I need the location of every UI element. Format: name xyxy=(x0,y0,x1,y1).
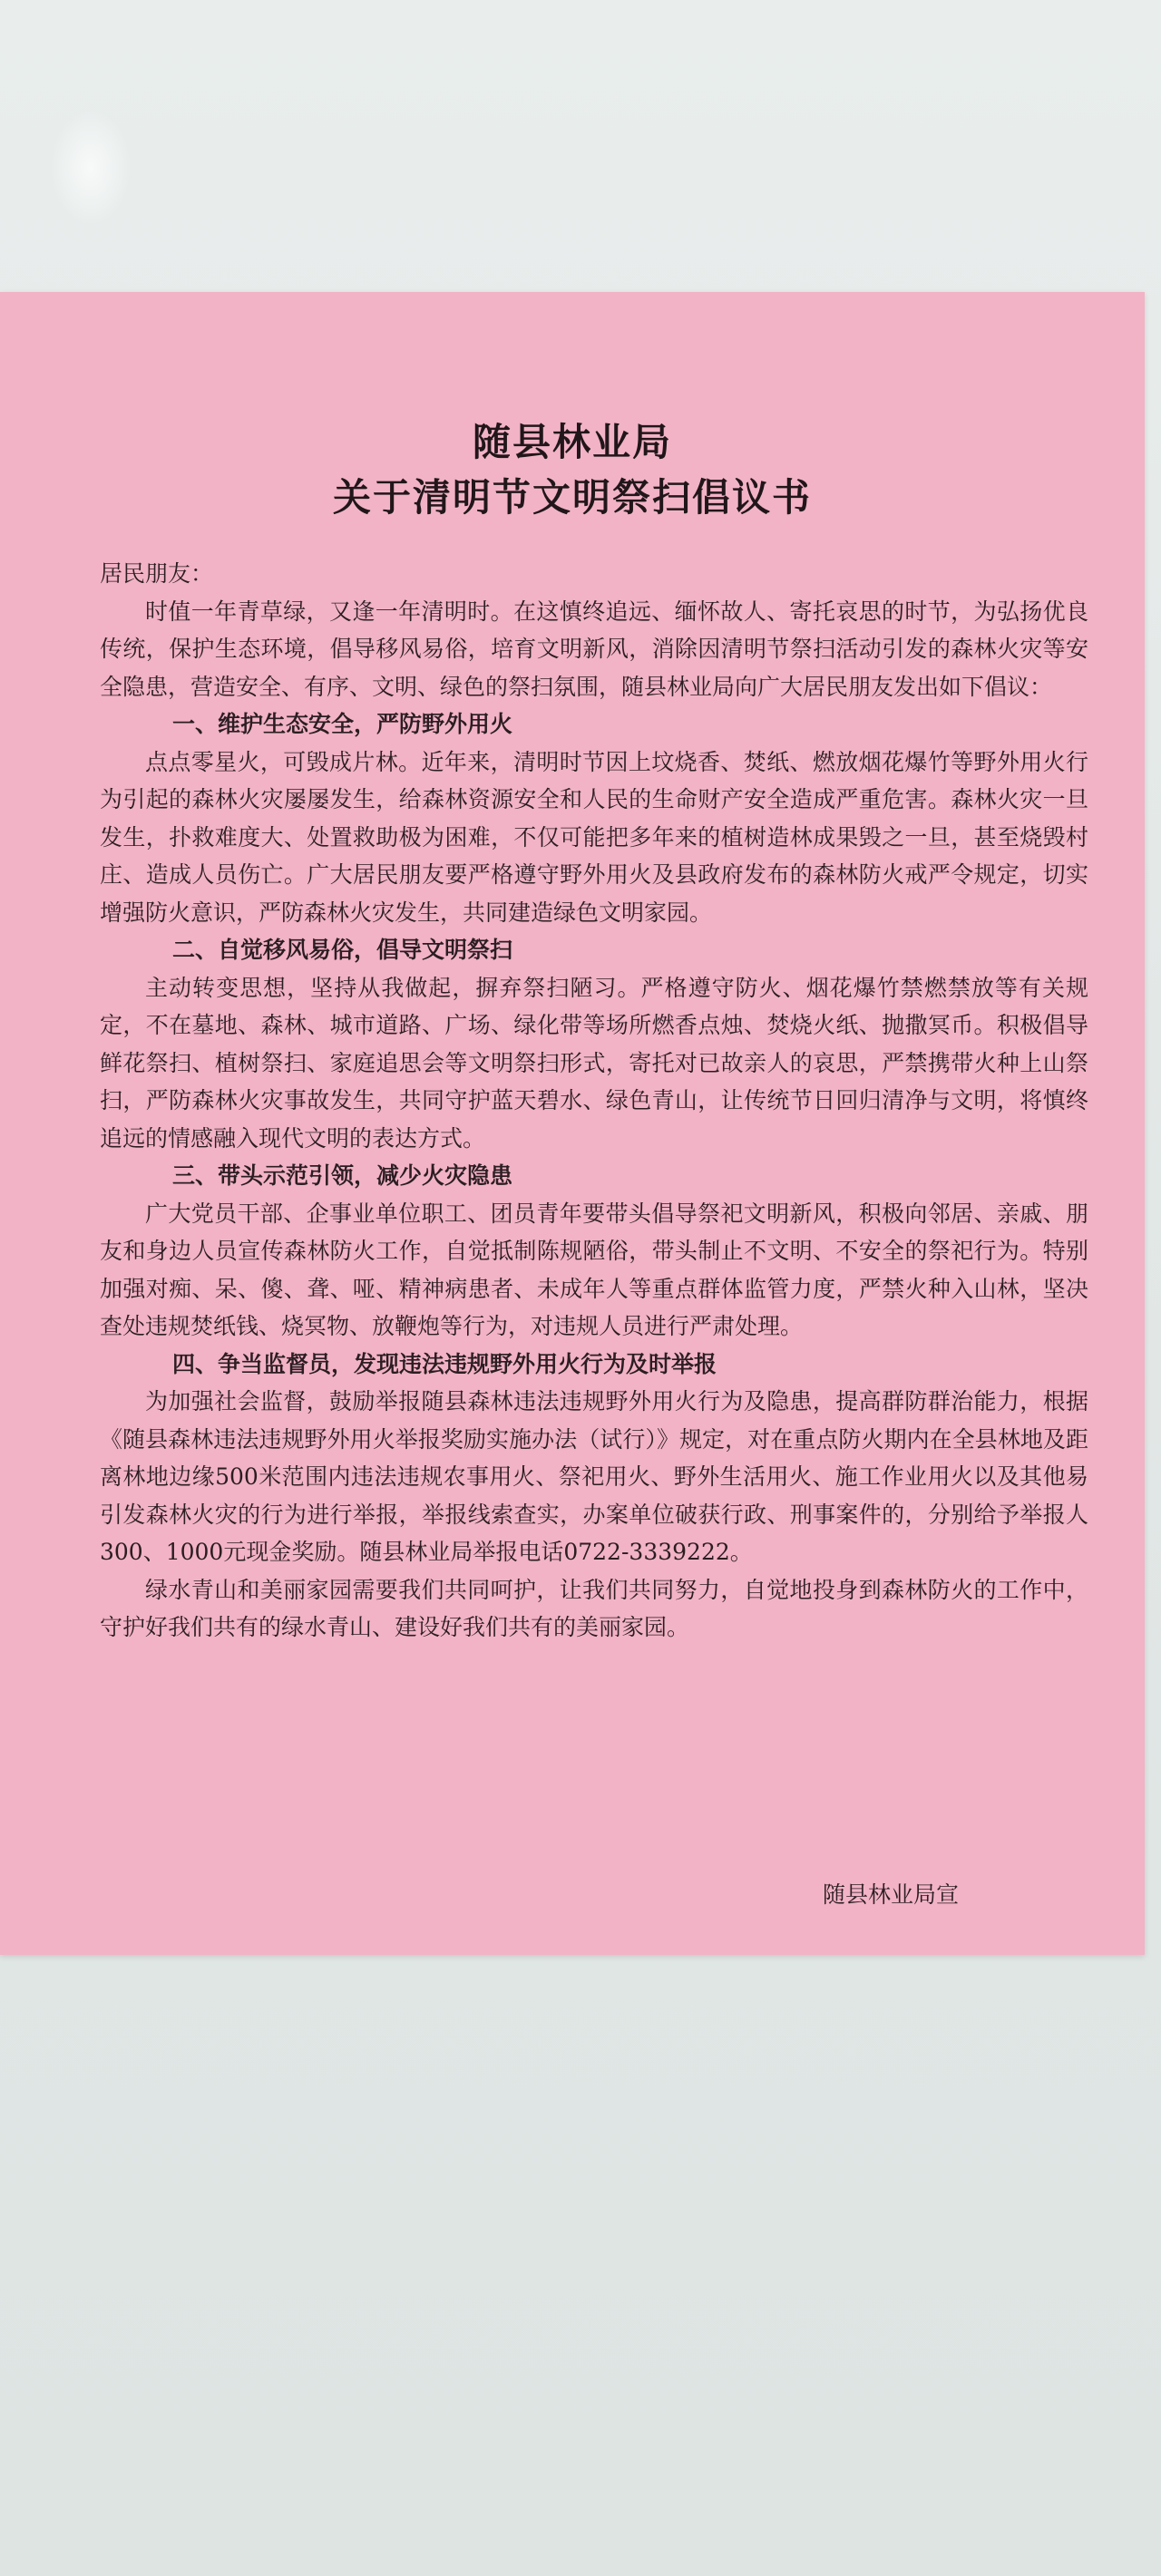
wall-smudge xyxy=(50,109,132,227)
section3-heading: 三、带头示范引领，减少火灾隐患 xyxy=(172,1162,513,1189)
section4-heading: 四、争当监督员，发现违法违规野外用火行为及时举报 xyxy=(172,1350,717,1377)
intro-paragraph: 时值一年青草绿，又逢一年清明时。在这慎终追远、缅怀故人、寄托哀思的时节，为弘扬优良传统，保护生态环境，倡导移风易俗，培育文明新风，消除因清明节祭扫活动引发的森林火灾等安全隐患，营造安全、有序、文明、绿色的祭扫氛围，随县林业局向广大居民朋友发出如下倡议： xyxy=(100,598,1088,700)
title-line2: 关于清明节文明祭扫倡议书 xyxy=(332,474,812,520)
section1-body: 点点零星火，可毁成片林。近年来，清明时节因上坟烧香、焚纸、燃放烟花爆竹等野外用火行为引起的森林火灾屡屡发生，给森林资源安全和人民的生命财产安全造成严重危害。森林火灾一旦发生，扑救难度大、处置救助极为困难，不仅可能把多年来的植树造林成果毁之一旦，甚至烧毁村庄、造成人员伤亡。广大居民朋友要严格遵守野外用火及县政府发布的森林防火戒严令规定，切实增强防火意识，严防森林火灾发生，共同建造绿色文明家园。 xyxy=(100,748,1088,926)
closing-paragraph: 绿水青山和美丽家园需要我们共同呵护，让我们共同努力，自觉地投身到森林防火的工作中，守护好我们共有的绿水青山、建设好我们共有的美丽家园。 xyxy=(100,1576,1088,1640)
signature: 随县林业局宣 xyxy=(822,1881,959,1908)
salutation: 居民朋友： xyxy=(100,560,214,587)
section2-heading: 二、自觉移风易俗，倡导文明祭扫 xyxy=(172,937,513,963)
notice-paper xyxy=(0,292,1145,1955)
section4-body: 为加强社会监督，鼓励举报随县森林违法违规野外用火行为及隐患，提高群防群治能力，根据《随县森林违法违规野外用火举报奖励实施办法（试行）》规定，对在重点防火期内在全县林地及距离林地边缘500米范围内违法违规农事用火、祭祀用火、野外生活用火、施工作业用火以及其他易引发森林火灾的行为进行举报，举报线索查实，办案单位破获行政、刑事案件的，分别给予举报人300、1000元现金奖励。随县林业局举报电话0722-3339222。 xyxy=(100,1388,1088,1565)
section2-body: 主动转变思想，坚持从我做起，摒弃祭扫陋习。严格遵守防火、烟花爆竹禁燃禁放等有关规定，不在墓地、森林、城市道路、广场、绿化带等场所燃香点烛、焚烧火纸、抛撒冥币。积极倡导鲜花祭扫、植树祭扫、家庭追思会等文明祭扫形式，寄托对已故亲人的哀思，严禁携带火种上山祭扫，严防森林火灾事故发生，共同守护蓝天碧水、绿色青山，让传统节日回归清净与文明，将慎终追远的情感融入现代文明的表达方式。 xyxy=(100,974,1088,1152)
section3-body: 广大党员干部、企事业单位职工、团员青年要带头倡导祭祀文明新风，积极向邻居、亲戚、朋友和身边人员宣传森林防火工作，自觉抵制陈规陋俗，带头制止不文明、不安全的祭祀行为。特别加强对痴、呆、傻、聋、哑、精神病患者、未成年人等重点群体监管力度，严禁火种入山林，坚决查处违规焚纸钱、烧冥物、放鞭炮等行为，对违规人员进行严肃处理。 xyxy=(100,1200,1088,1339)
document-body xyxy=(100,555,1088,1647)
title-line1: 随县林业局 xyxy=(472,420,672,464)
section1-heading: 一、维护生态安全，严防野外用火 xyxy=(172,711,513,737)
